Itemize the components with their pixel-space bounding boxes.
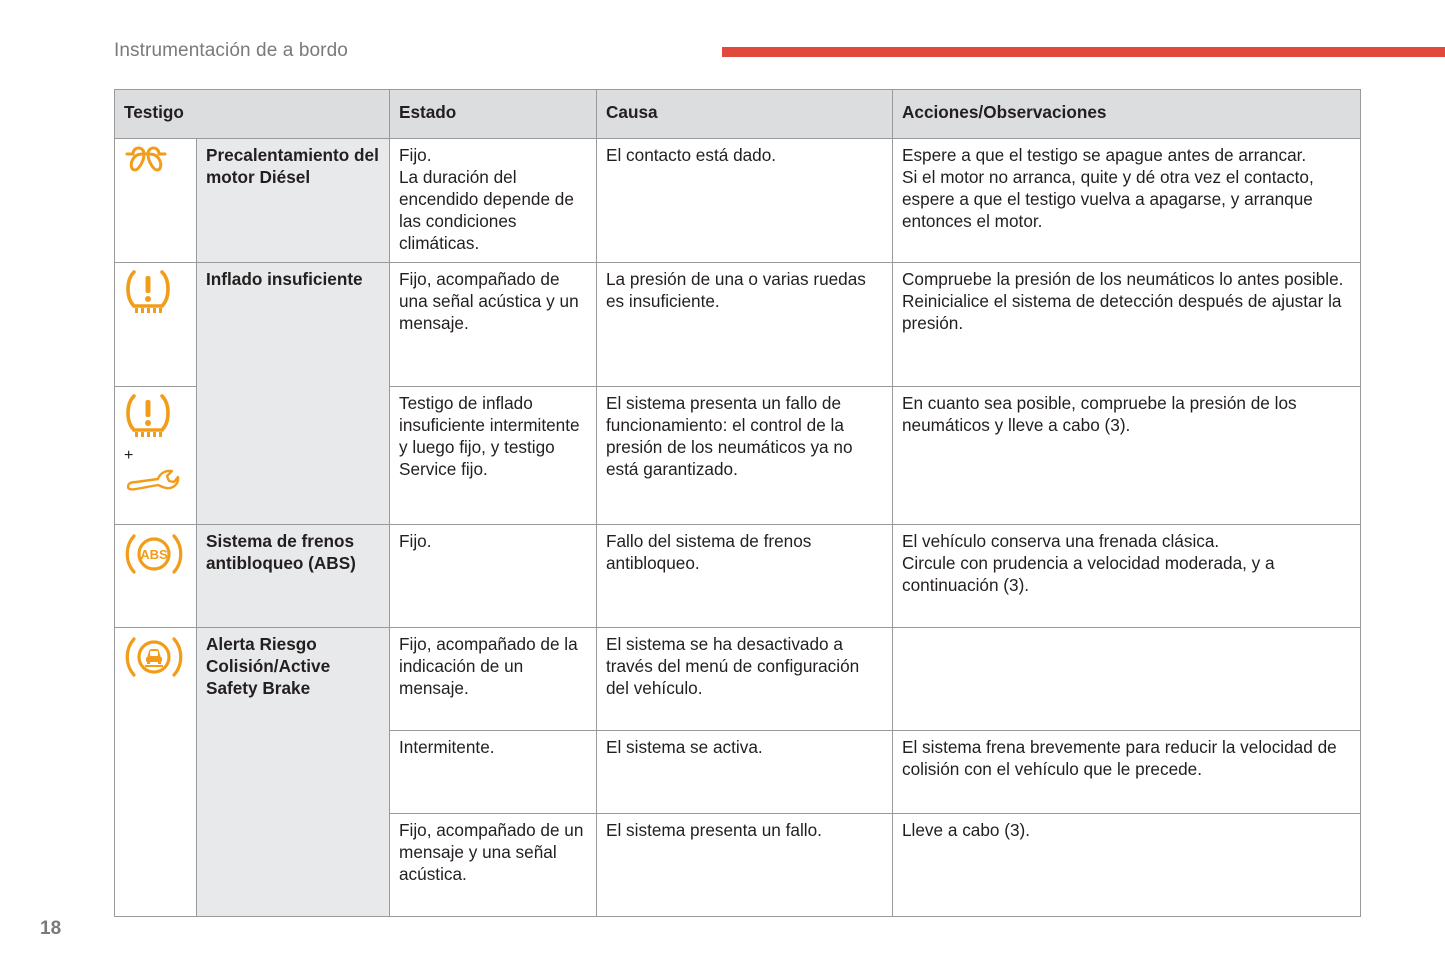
estado-cell: Fijo. La duración del encendido depende de las condiciones climáticas.: [390, 139, 597, 263]
causa-cell: El contacto está dado.: [597, 139, 893, 263]
tyre-pressure-icon: [124, 392, 172, 445]
acciones-cell: [893, 628, 1361, 731]
causa-cell: El sistema presenta un fallo de funcionamiento: el control de la presión de los neumáticos ya no está garantizado.: [597, 387, 893, 525]
section-title: Instrumentación de a bordo: [114, 40, 348, 61]
acciones-cell: En cuanto sea posible, compruebe la presión de los neumáticos y lleve a cabo (3).: [893, 387, 1361, 525]
header-acciones: Acciones/Observaciones: [893, 90, 1361, 139]
acciones-cell: Lleve a cabo (3).: [893, 814, 1361, 917]
warning-name: Inflado insuficiente: [197, 263, 390, 525]
causa-cell: El sistema se ha desactivado a través del menú de configuración del vehículo.: [597, 628, 893, 731]
icon-cell: [115, 263, 197, 387]
icon-cell: [115, 628, 197, 917]
warning-lights-table: [114, 89, 1361, 917]
table-row: [115, 628, 1361, 731]
causa-cell: El sistema presenta un fallo.: [597, 814, 893, 917]
collision-alert-icon: [124, 633, 184, 686]
acciones-cell: Espere a que el testigo se apague antes de arrancar. Si el motor no arranca, quite y dé otra vez el contacto, espere a que el testigo vuelva a apagarse, y arranque entonces el motor.: [893, 139, 1361, 263]
header-estado: Estado: [390, 90, 597, 139]
header-accent-bar: [722, 47, 1445, 57]
estado-cell: Fijo, acompañado de un mensaje y una señal acústica.: [390, 814, 597, 917]
table-header-row: [115, 90, 1361, 139]
warning-name: Alerta Riesgo Colisión/Active Safety Brake: [197, 628, 390, 917]
wrench-icon: [124, 467, 180, 498]
table-row: [115, 263, 1361, 387]
icon-cell: [115, 525, 197, 628]
abs-icon: [124, 530, 184, 583]
estado-cell: Fijo, acompañado de la indicación de un mensaje.: [390, 628, 597, 731]
tyre-pressure-icon: [124, 268, 172, 321]
plus-sign: +: [124, 447, 134, 464]
header-causa: Causa: [597, 90, 893, 139]
warning-name: Precalentamiento del motor Diésel: [197, 139, 390, 263]
acciones-cell: El vehículo conserva una frenada clásica. Circule con prudencia a velocidad moderada, y a continuación (3).: [893, 525, 1361, 628]
table-row: [115, 139, 1361, 263]
svg-text:ABS: ABS: [140, 547, 168, 562]
estado-cell: Testigo de inflado insuficiente intermitente y luego fijo, y testigo Service fijo.: [390, 387, 597, 525]
warning-name: Sistema de frenos antibloqueo (ABS): [197, 525, 390, 628]
table-row: [115, 525, 1361, 628]
icon-cell: [115, 387, 197, 525]
estado-cell: Intermitente.: [390, 731, 597, 814]
header-testigo: Testigo: [115, 90, 390, 139]
estado-cell: Fijo.: [390, 525, 597, 628]
glow-plug-icon: [124, 144, 168, 183]
causa-cell: Fallo del sistema de frenos antibloqueo.: [597, 525, 893, 628]
causa-cell: La presión de una o varias ruedas es insuficiente.: [597, 263, 893, 387]
page-number: 18: [40, 918, 62, 939]
estado-cell: Fijo, acompañado de una señal acústica y un mensaje.: [390, 263, 597, 387]
acciones-cell: El sistema frena brevemente para reducir la velocidad de colisión con el vehículo que le precede.: [893, 731, 1361, 814]
icon-cell: [115, 139, 197, 263]
causa-cell: El sistema se activa.: [597, 731, 893, 814]
acciones-cell: Compruebe la presión de los neumáticos lo antes posible. Reinicialice el sistema de detección después de ajustar la presión.: [893, 263, 1361, 387]
